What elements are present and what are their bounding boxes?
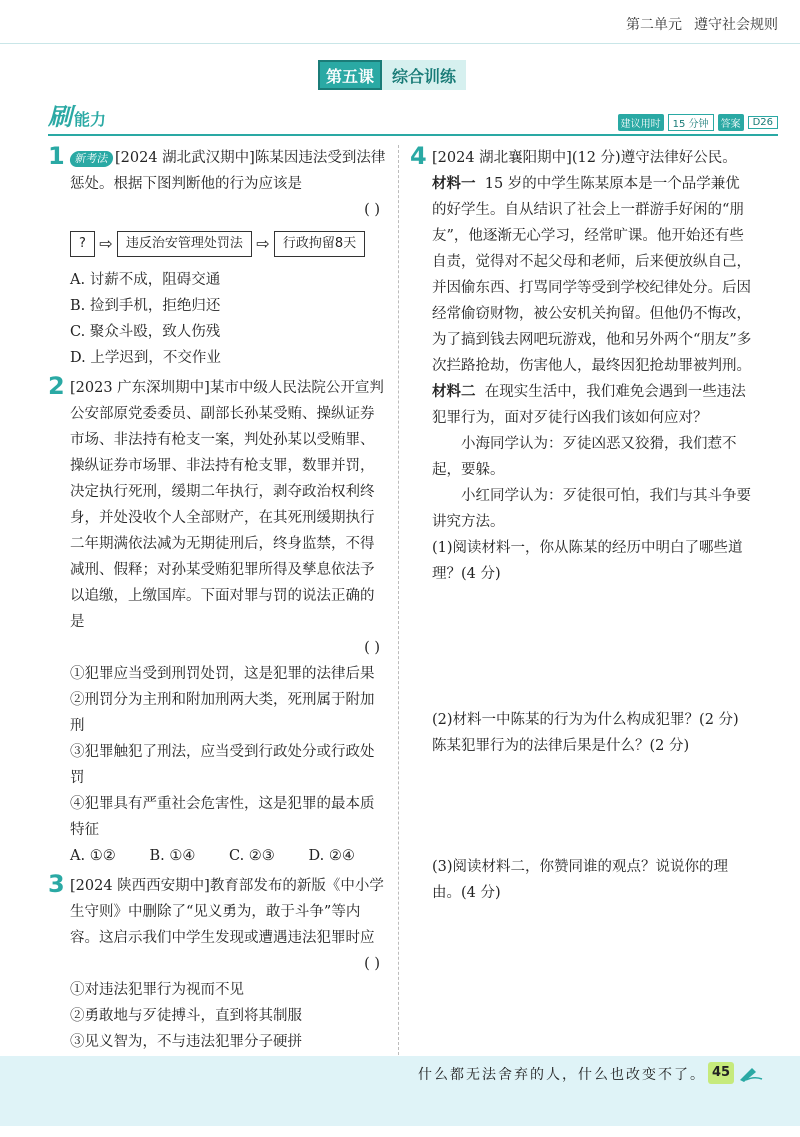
new-format-badge: 新考法 [69, 151, 114, 167]
option: D. 上学迟到，不交作业 [70, 350, 221, 366]
unit-number: 第二单元 [626, 17, 682, 33]
statement: ①对违法犯罪行为视而不见 [70, 982, 244, 998]
options-row [70, 843, 388, 869]
lesson-number: 第五课 [318, 60, 382, 90]
answer-label: 答案 [718, 114, 744, 131]
running-header [626, 10, 778, 38]
material-1 [432, 171, 754, 379]
question-number: 3 [48, 870, 65, 898]
statement: ③犯罪触犯了刑法，应当受到行政处分或行政处罚 [70, 744, 375, 786]
flow-diagram [70, 231, 388, 257]
time-value: 15 分钟 [668, 114, 714, 131]
sub-question-3: (3)阅读材料二，你赞同谁的观点？说说你的理由。(4 分) [432, 859, 729, 901]
statement: ①犯罪应当受到刑罚处罚，这是犯罪的法律后果 [70, 666, 375, 682]
flow-box: ? [70, 231, 95, 257]
page-number: 45 [708, 1062, 734, 1084]
sub-question-2a: (2)材料一中陈某的行为为什么构成犯罪？(2 分) [432, 712, 739, 728]
time-label: 建议用时 [618, 114, 664, 131]
unit-title: 遵守社会规则 [694, 17, 778, 33]
right-column [410, 142, 754, 910]
lesson-name: 综合训练 [382, 60, 466, 90]
question-stem: [2024 陕西西安期中]教育部发布的新版《中小学生守则》中删除了“见义勇为，敢于斗争”等内容。这启示我们中学生发现或遭遇违法犯罪时应 [70, 878, 384, 946]
answer-blank: ( ) [364, 956, 380, 972]
material-text: 15 岁的中学生陈某原本是一个品学兼优的好学生。自从结识了社会上一群游手好闲的“朋友”，他逐渐无心学习，经常旷课。他开始还有些自责，觉得对不起父母和老师，后来便放纵自己，并因偷东西、打骂同学等受到学校纪律处分。后因经常偷窃财物，被公安机关拘留。但他仍不悔改，为了搞到钱去网吧玩游戏，他和另外两个“朋友”多次拦路抢劫，伤害他人，最终因犯抢劫罪被判刑。 [432, 176, 752, 374]
question-number: 2 [48, 372, 65, 400]
option: A. 讨薪不成，阻碍交通 [70, 272, 221, 288]
material-label: 材料二 [432, 384, 476, 400]
lesson-title [318, 60, 466, 90]
option: A. ①② [70, 848, 116, 864]
question-2 [48, 372, 388, 869]
arrow-icon: ⇨ [256, 234, 270, 253]
material-paragraph: 小海同学认为：歹徒凶恶又狡猾，我们惹不起，要躲。 [432, 436, 737, 478]
header-rule [0, 43, 800, 44]
answer-blank: ( ) [364, 640, 380, 656]
brand-big: 刷 [48, 103, 72, 131]
statement: ②刑罚分为主刑和附加刑两大类，死刑属于附加刑 [70, 692, 375, 734]
question-4 [410, 142, 754, 906]
option: B. 捡到手机，拒绝归还 [70, 298, 221, 314]
brand-small: 能力 [74, 110, 107, 129]
question-stem: [2024 湖北襄阳期中](12 分)遵守法律好公民。 [432, 150, 737, 166]
sub-question-2b: 陈某犯罪行为的法律后果是什么？(2 分) [432, 738, 690, 754]
flow-box: 违反治安管理处罚法 [117, 231, 252, 257]
material-text: 在现实生活中，我们难免会遇到一些违法犯罪行为，面对歹徒行凶我们该如何应对？ [432, 384, 746, 426]
section-bar [48, 103, 778, 136]
footer-motto: 什么都无法舍弃的人，什么也改变不了。 [418, 1067, 706, 1083]
arrow-icon: ⇨ [99, 234, 113, 253]
section-meta [618, 114, 778, 134]
column-divider [398, 145, 399, 1060]
answer-space[interactable] [432, 759, 754, 854]
material-paragraph: 小红同学认为：歹徒很可怕，我们与其斗争要讲究方法。 [432, 488, 751, 530]
option: C. 聚众斗殴，致人伤残 [70, 324, 221, 340]
answer-space[interactable] [432, 587, 754, 707]
statement: ④犯罪具有严重社会危害性，这是犯罪的最本质特征 [70, 796, 375, 838]
question-stem: [2023 广东深圳期中]某市中级人民法院公开宣判公安部原党委委员、副部长孙某受贿、操纵证券市场、非法持有枪支一案，判处孙某以受贿罪、操纵证券市场罪、非法持有枪支罪，数罪并罚，决定执行死刑，缓期二年执行，剥夺政治权利终身，并处没收个人全部财产，在其死刑缓期执行二年期满依法减为无期徒刑后，终身监禁，不得减刑、假释；对孙某受贿犯罪所得及孳息依法予以追缴，上缴国库。下面对罪与罚的说法正确的是 [70, 380, 384, 630]
material-label: 材料一 [432, 176, 476, 192]
material-2 [432, 379, 754, 431]
question-1 [48, 142, 388, 371]
option: D. ②④ [308, 848, 355, 864]
option: C. ②③ [229, 848, 275, 864]
question-number: 4 [410, 142, 427, 170]
sub-question-1: (1)阅读材料一，你从陈某的经历中明白了哪些道理？(4 分) [432, 540, 743, 582]
answer-blank: ( ) [364, 202, 380, 218]
answer-page: D26 [748, 116, 778, 129]
option: B. ①④ [149, 848, 196, 864]
section-brand [48, 97, 106, 134]
statement: ②勇敢地与歹徒搏斗，直到将其制服 [70, 1008, 302, 1024]
left-column [48, 142, 388, 1137]
flow-box: 行政拘留8天 [274, 231, 365, 257]
pen-icon [738, 1064, 764, 1082]
question-stem: [2024 湖北武汉期中]陈某因违法受到法律惩处。根据下图判断他的行为应该是 [70, 150, 386, 192]
statement: ③见义智为，不与违法犯罪分子硬拼 [70, 1034, 302, 1050]
question-number: 1 [48, 142, 65, 170]
